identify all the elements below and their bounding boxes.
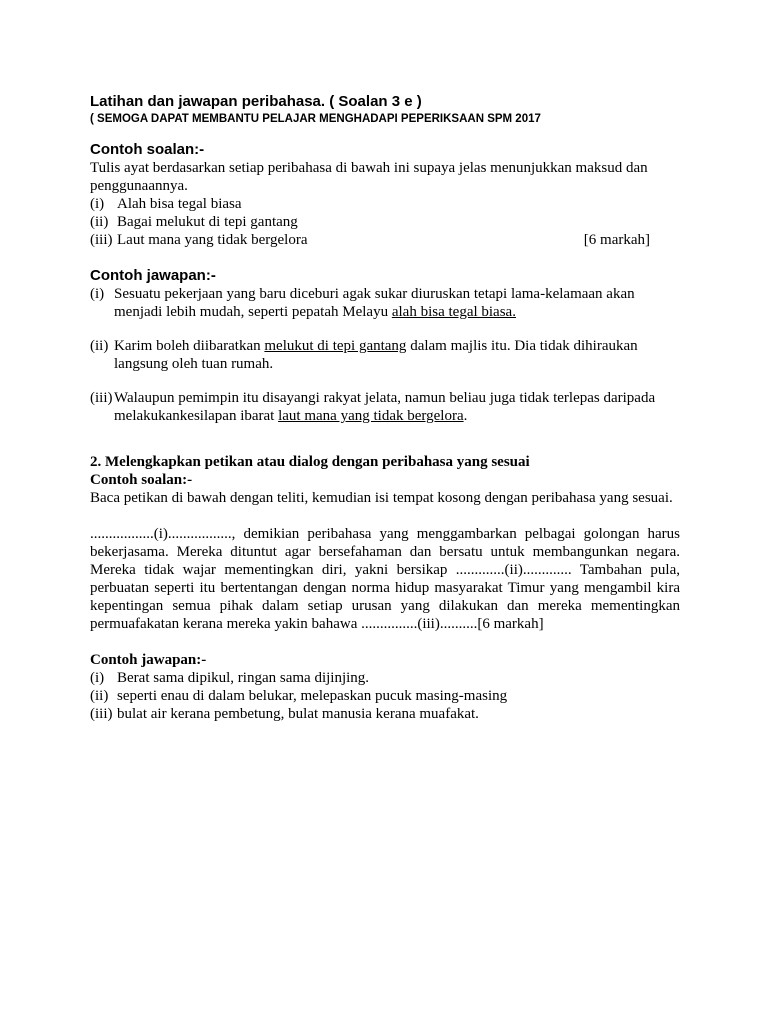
answer-number: (ii) [90,338,109,354]
passage-line: permuafakatan kerana mereka yakin bahawa ...............(iii)..........[6 markah] [90,616,544,632]
section1-answer-heading: Contoh jawapan:- [90,267,216,284]
section1-item [90,213,680,231]
section2-instruction: Baca petikan di bawah dengan teliti, kemudian isi tempat kosong dengan peribahasa yang sesuai. [90,490,673,506]
answer-number: (ii) [90,688,109,704]
item-number: (iii) [90,232,113,248]
item-number: (i) [90,196,105,212]
answer-text: Berat sama dipikul, ringan sama dijinjing. [117,670,370,686]
underlined-proverb: alah bisa tegal biasa. [391,304,516,320]
section1-item [90,195,680,213]
section1-question-heading: Contoh soalan:- [90,141,205,158]
passage-line: bekerjasama. Mereka dituntut agar bersefahaman dan bersatu untuk membangunkan negara. [90,544,680,560]
answer-text-line: melakukankesilapan ibarat laut mana yang tidak bergelora. [114,408,468,424]
answer-item [90,389,680,425]
section1-instruction-line1: Tulis ayat berdasarkan setiap peribahasa di bawah ini supaya jelas menunjukkan maksud dan [90,160,648,176]
passage-line: Mereka tidak wajar mementingkan diri, yakni bersikap .............(ii)............. Tambahan pula, [90,562,680,578]
answer-number: (i) [90,286,105,302]
answer-text: bulat air kerana pembetung, bulat manusia kerana muafakat. [117,706,479,722]
section2-answer-heading: Contoh jawapan:- [90,652,207,668]
section2-answer [90,705,680,723]
underlined-proverb: melukut di tepi gantang [264,338,407,354]
passage-line: perbuatan seperti itu bertentangan dengan norma hidup masyarakat Timur yang mengambil kira [90,580,680,596]
answer-text-line: Karim boleh diibaratkan melukut di tepi gantang dalam majlis itu. Dia tidak dihiraukan [114,338,638,354]
section2-passage [90,525,680,633]
document-page [90,93,680,723]
section2-answer [90,687,680,705]
answer-text-line: Sesuatu pekerjaan yang baru diceburi agak sukar diuruskan tetapi lama-kelamaan akan [114,286,635,302]
answer-number: (iii) [90,706,113,722]
passage-line: .................(i)................., demikian peribahasa yang menggambarkan pelbagai golongan harus [90,526,680,542]
document-title: Latihan dan jawapan peribahasa. ( Soalan 3 e ) [90,93,422,110]
item-text: Alah bisa tegal biasa [117,196,242,212]
section2-question-heading: Contoh soalan:- [90,472,193,488]
answer-number: (i) [90,670,105,686]
section2-answer [90,669,680,687]
answer-item [90,285,680,321]
document-subtitle: ( SEMOGA DAPAT MEMBANTU PELAJAR MENGHADAPI PEPERIKSAAN SPM 2017 [90,113,541,125]
answer-text-line: menjadi lebih mudah, seperti pepatah Melayu alah bisa tegal biasa. [114,304,516,320]
answer-item [90,337,680,373]
section1-instruction-line2: penggunaannya. [90,178,188,194]
marks-label: [6 markah] [583,232,650,248]
section1-item [90,231,680,249]
passage-line: kepentingan semua pihak dalam setiap urusan yang dilakukan dan mereka mementingkan [90,598,680,614]
answer-number: (iii) [90,390,113,406]
answer-text: seperti enau di dalam belukar, melepaskan pucuk masing-masing [117,688,508,704]
answer-text-line: langsung oleh tuan rumah. [114,356,274,372]
section2-heading: 2. Melengkapkan petikan atau dialog dengan peribahasa yang sesuai [90,454,530,470]
item-text: Laut mana yang tidak bergelora [117,232,308,248]
underlined-proverb: laut mana yang tidak bergelora [278,408,464,424]
item-number: (ii) [90,214,109,230]
answer-text-line: Walaupun pemimpin itu disayangi rakyat jelata, namun beliau juga tidak terlepas daripada [114,390,656,406]
item-text: Bagai melukut di tepi gantang [117,214,298,230]
